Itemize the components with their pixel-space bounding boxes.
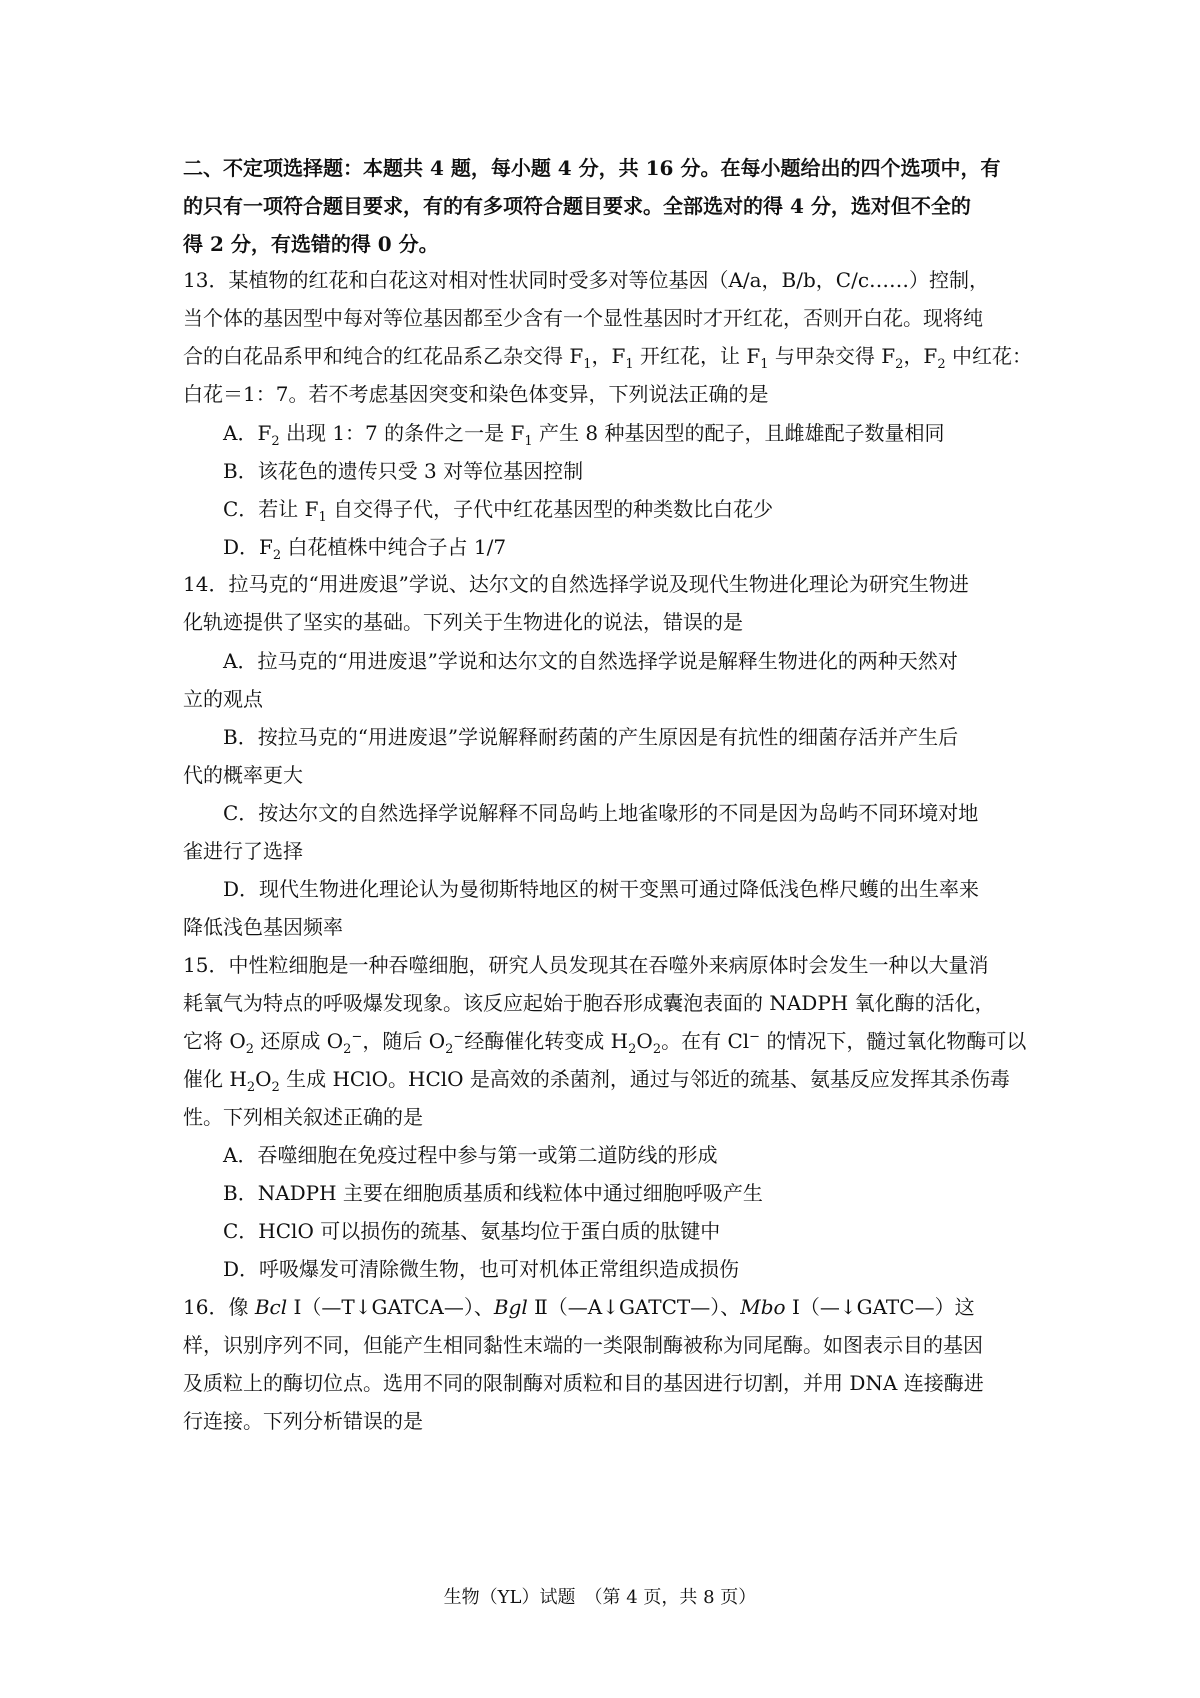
q14-option-c-line-2: 雀进行了选择	[183, 839, 303, 863]
q14-option-a-line-2: 立的观点	[183, 687, 263, 711]
q13-stem-line-3: 合的白花品系甲和纯合的红花品系乙杂交得 $F_1$，$F_1$ 开红花，让 $F_1$ 与甲杂交得 $F_2$，$F_2$ 中红花：	[183, 344, 1032, 372]
q16-stem-line-3: 及质粒上的酶切位点。选用不同的限制酶对质粒和目的基因进行切割，并用 DNA 连接酶进	[183, 1371, 984, 1395]
q14-option-d-line-2: 降低浅色基因频率	[183, 915, 343, 939]
q15-option-b: B．NADPH 主要在细胞质基质和线粒体中通过细胞呼吸产生	[223, 1181, 763, 1205]
q13-option-d: D．$F_2$ 白花植株中纯合子占 1/7	[223, 535, 507, 563]
q16-stem-line-1: 16．像 Bcl Ⅰ（—T↓GATCA—）、Bgl Ⅱ（—A↓GATCT—）、Mbo Ⅰ（—↓GATC—）这	[183, 1295, 975, 1319]
q15-stem-line-4: 催化 $H_2O_2$ 生成 HClO。HClO 是高效的杀菌剂，通过与邻近的巯基、氨基反应发挥其杀伤毒	[183, 1067, 1010, 1095]
section-heading-line-2: 的只有一项符合题目要求，有的有多项符合题目要求。全部选对的得 4 分，选对但不全的	[183, 194, 971, 218]
q14-option-a-line-1: A．拉马克的“用进废退”学说和达尔文的自然选择学说是解释生物进化的两种天然对	[223, 649, 958, 673]
q15-stem-line-1: 15．中性粒细胞是一种吞噬细胞，研究人员发现其在吞噬外来病原体时会发生一种以大量消	[183, 953, 989, 977]
q14-option-b-line-2: 代的概率更大	[183, 763, 303, 787]
q15-option-d: D．呼吸爆发可清除微生物，也可对机体正常组织造成损伤	[223, 1257, 740, 1281]
q13-option-a: A．$F_2$ 出现 1：7 的条件之一是 $F_1$ 产生 8 种基因型的配子，且雌雄配子数量相同	[223, 421, 945, 449]
q13-option-b: B．该花色的遗传只受 3 对等位基因控制	[223, 459, 584, 483]
section-heading-line-1: 二、不定项选择题：本题共 4 题，每小题 4 分，共 16 分。在每小题给出的四个选项中，有	[183, 156, 1001, 180]
q13-option-c: C．若让 $F_1$ 自交得子代，子代中红花基因型的种类数比白花少	[223, 497, 774, 525]
q14-stem-line-2: 化轨迹提供了坚实的基础。下列关于生物进化的说法，错误的是	[183, 610, 743, 634]
page-footer: 生物（YL）试题 （第 4 页，共 8 页）	[443, 1587, 757, 1608]
q16-stem-line-2: 样，识别序列不同，但能产生相同黏性末端的一类限制酶被称为同尾酶。如图表示目的基因	[183, 1333, 983, 1357]
q15-stem-line-5: 性。下列相关叙述正确的是	[183, 1105, 423, 1129]
q14-option-d-line-1: D．现代生物进化理论认为曼彻斯特地区的树干变黑可通过降低浅色桦尺蠖的出生率来	[223, 877, 980, 901]
q14-option-b-line-1: B．按拉马克的“用进废退”学说解释耐药菌的产生原因是有抗性的细菌存活并产生后	[223, 725, 959, 749]
q15-option-a: A．吞噬细胞在免疫过程中参与第一或第二道防线的形成	[223, 1143, 718, 1167]
q14-stem-line-1: 14．拉马克的“用进废退”学说、达尔文的自然选择学说及现代生物进化理论为研究生物进	[183, 572, 969, 596]
q15-option-c: C．HClO 可以损伤的巯基、氨基均位于蛋白质的肽键中	[223, 1219, 721, 1243]
q13-stem-line-2: 当个体的基因型中每对等位基因都至少含有一个显性基因时才开红花，否则开白花。现将纯	[183, 306, 983, 330]
q13-stem-line-4: 白花＝1：7。若不考虑基因突变和染色体变异，下列说法正确的是	[183, 382, 769, 406]
q13-stem-line-1: 13．某植物的红花和白花这对相对性状同时受多对等位基因（A/a，B/b，C/c……）控制，	[183, 268, 990, 292]
section-heading-line-3: 得 2 分，有选错的得 0 分。	[183, 232, 439, 256]
q15-stem-line-3: 它将 $O_2$ 还原成 $O_2^-$，随后 $O_2^-$经酶催化转变成 $H_2O_2$。在有 Cl− 的情况下，髓过氧化物酶可以	[183, 1029, 1027, 1057]
q16-stem-line-4: 行连接。下列分析错误的是	[183, 1409, 423, 1433]
q14-option-c-line-1: C．按达尔文的自然选择学说解释不同岛屿上地雀喙形的不同是因为岛屿不同环境对地	[223, 801, 979, 825]
q15-stem-line-2: 耗氧气为特点的呼吸爆发现象。该反应起始于胞吞形成囊泡表面的 NADPH 氧化酶的活化，	[183, 991, 995, 1015]
